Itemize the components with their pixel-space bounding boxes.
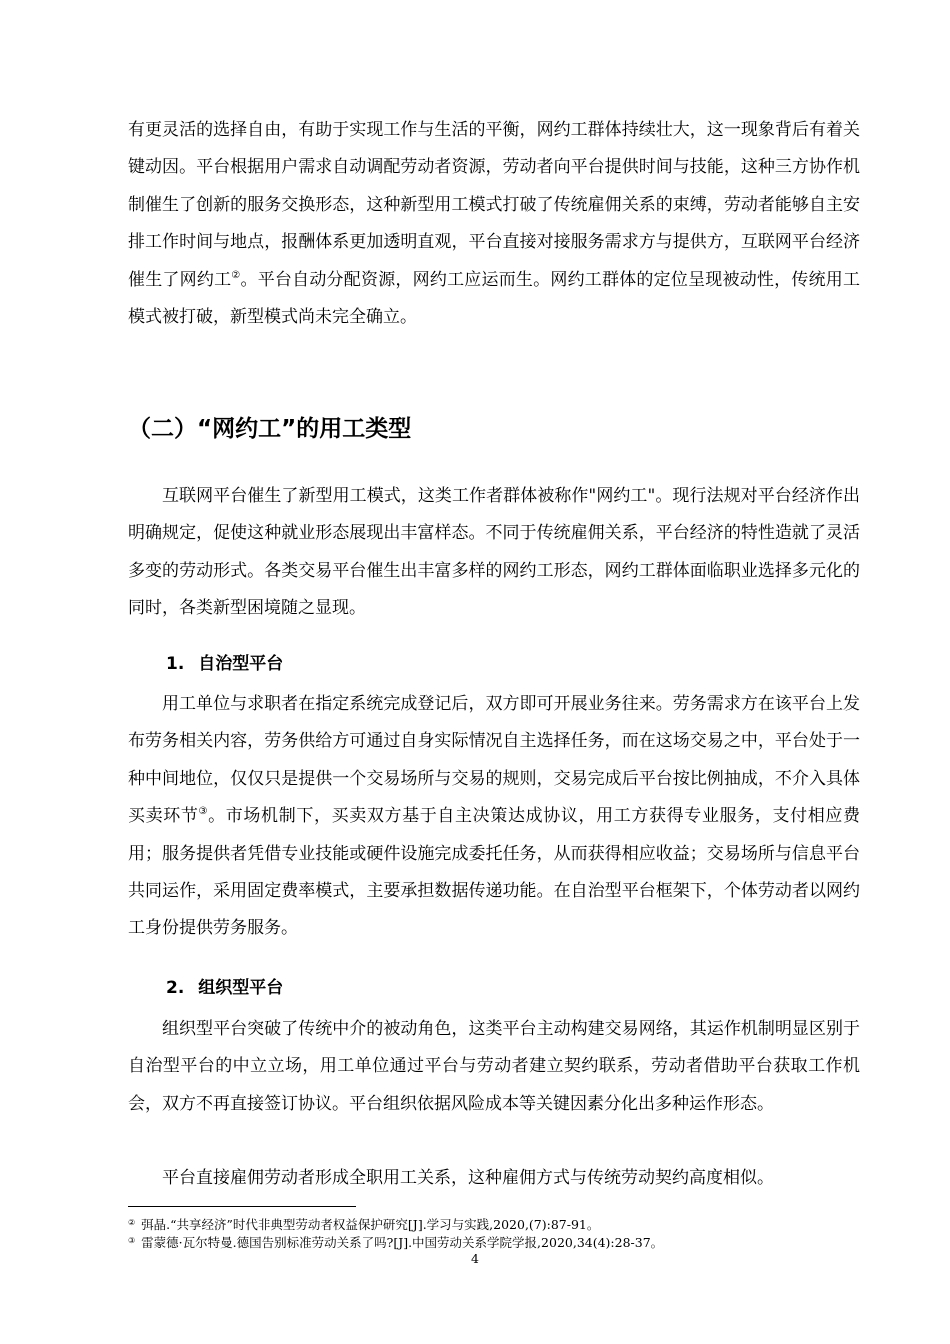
paragraph-text: 有更灵活的选择自由，有助于实现工作与生活的平衡，网约工群体持续壮大，这一现象背后有着关键动因。平台根据用户需求自动调配劳动者资源，劳动者向平台提供时间与技能，这种三方协作机制催生了创新的服务交换形态，这种新型用工模式打破了传统雇佣关系的束缚，劳动者能够自主安排工作时间与地点，报酬体系更加透明直观，平台直接对接服务需求方与提供方，互联网平台经济催生了网约工 <box>128 120 860 290</box>
paragraph-intro <box>128 112 860 336</box>
footnote-text: 雷蒙德·瓦尔特曼.德国告别标准劳动关系了吗?[J].中国劳动关系学院学报,2020,34(4):28-37。 <box>141 1235 664 1250</box>
footnote-3 <box>128 1232 868 1252</box>
paragraph-section-intro: 互联网平台催生了新型用工模式，这类工作者群体被称作"网约工"。现行法规对平台经济作出明确规定，促使这种就业形态展现出丰富样态。不同于传统雇佣关系，平台经济的特性造就了灵活多变的劳动形式。各类交易平台催生出丰富多样的网约工形态，网约工群体面临职业选择多元化的同时，各类新型困境随之显现。 <box>128 486 860 619</box>
subheading-2 <box>166 973 283 1003</box>
footnote-text: 弭晶.“共享经济”时代非典型劳动者权益保护研究[J].学习与实践,2020,(7):87-91。 <box>141 1217 600 1232</box>
footnote-separator <box>128 1206 356 1207</box>
footnote-ref-3[interactable]: ③ <box>198 806 209 818</box>
subheading-title: 自治型平台 <box>198 654 284 674</box>
paragraph-sub2: 组织型平台突破了传统中介的被动角色，这类平台主动构建交易网络，其运作机制明显区别于自治型平台的中立立场，用工单位通过平台与劳动者建立契约联系，劳动者借助平台获取工作机会，双方不再直接签订协议。平台组织依据风险成本等关键因素分化出多种运作形态。 <box>128 1019 860 1114</box>
paragraph-text: 。平台自动分配资源，网约工应运而生。网约工群体的定位呈现被动性，传统用工模式被打破，新型模式尚未完全确立。 <box>128 269 861 328</box>
subheading-number: 1. <box>166 654 185 674</box>
footnote-ref-2[interactable]: ② <box>231 269 241 281</box>
subheading-title: 组织型平台 <box>198 978 284 998</box>
paragraph-sub1 <box>128 686 860 948</box>
paragraph-text: 。市场机制下，买卖双方基于自主决策达成协议，用工方获得专业服务，支付相应费用；服务提供者凭借专业技能或硬件设施完成委托任务，从而获得相应收益；交易场所与信息平台共同运作，采用固定费率模式，主要承担数据传递功能。在自治型平台框架下，个体劳动者以网约工身份提供劳务服务。 <box>128 806 861 939</box>
section-heading: （二）“网约工”的用工类型 <box>128 416 412 442</box>
footnote-mark: ② <box>128 1218 136 1227</box>
page-number: 4 <box>471 1251 479 1266</box>
footnote-2 <box>128 1214 868 1234</box>
paragraph-last: 平台直接雇佣劳动者形成全职用工关系，这种雇佣方式与传统劳动契约高度相似。 <box>162 1168 774 1188</box>
subheading-number: 2. <box>166 978 185 998</box>
subheading-1 <box>166 649 283 679</box>
paragraph-text: 用工单位与求职者在指定系统完成登记后，双方即可开展业务往来。劳务需求方在该平台上发布劳务相关内容，劳务供给方可通过自身实际情况自主选择任务，而在这场交易之中，平台处于一种中间地位，仅仅只是提供一个交易场所与交易的规则，交易完成后平台按比例抽成，不介入具体买卖环节 <box>128 694 860 827</box>
footnote-mark: ③ <box>128 1236 136 1245</box>
